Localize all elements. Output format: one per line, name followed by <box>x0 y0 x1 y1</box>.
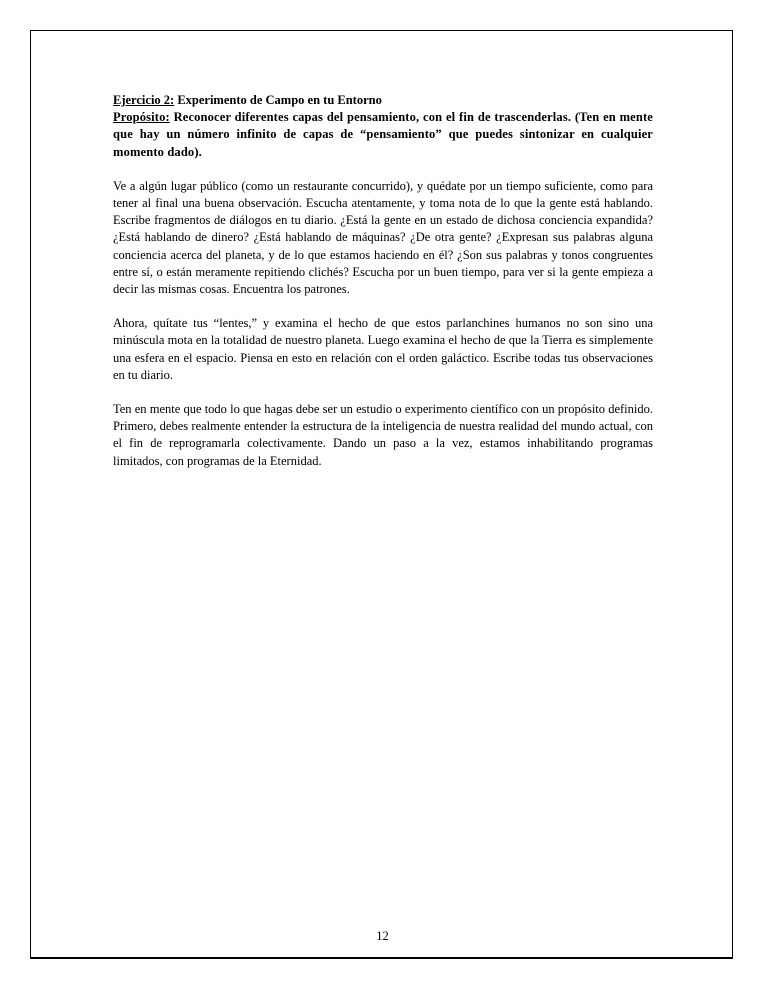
page-number: 12 <box>376 929 389 943</box>
purpose-text: Reconocer diferentes capas del pensamiento, con el fin de trascenderlas. (Ten en mente que hay un número infinito de capas de “pensamiento” que puedes sintonizar en cualquier momento dado). <box>113 110 653 159</box>
paragraph-purpose: Ten en mente que todo lo que hagas debe ser un estudio o experimento científico con un propósito definido. Primero, debes realmente entender la estructura de la inteligencia de nuestra realidad del mundo actual, con el fin de reprogramarla colectivamente. Dando un paso a la vez, estamos inhabilitando programas limitados, con programas de la Eternidad. <box>113 402 653 468</box>
purpose-label: Propósito: <box>113 110 170 125</box>
document-body <box>113 92 653 470</box>
purpose-statement <box>113 109 653 161</box>
exercise-heading <box>113 92 653 109</box>
page-frame <box>30 30 733 958</box>
exercise-title: Experimento de Campo en tu Entorno <box>174 93 382 107</box>
paragraph-perspective: Ahora, quítate tus “lentes,” y examina el hecho de que estos parlanchines humanos no son sino una minúscula mota en la totalidad de nuestro planeta. Luego examina el hecho de que la Tierra es simplemente una esfera en el espacio. Piensa en esto en relación con el orden galáctico. Escribe todas tus observaciones en tu diario. <box>113 316 653 382</box>
paragraph-observation: Ve a algún lugar público (como un restaurante concurrido), y quédate por un tiempo suficiente, como para tener al final una buena observación. Escucha atentamente, y toma nota de lo que la gente está hablando. Escribe fragmentos de diálogos en tu diario. ¿Está la gente en un estado de dichosa conciencia expandida? ¿Está hablando de dinero? ¿Está hablando de máquinas? ¿De otra gente? ¿Expresan sus palabras alguna conciencia acerca del planeta, y de lo que estamos haciendo en él? ¿Son sus palabras y tonos congruentes entre sí, o están meramente repitiendo clichés? Escucha por un buen tiempo, para ver si la gente empieza a decir las mismas cosas. Encuentra los patrones. <box>113 178 653 297</box>
exercise-label: Ejercicio 2: <box>113 93 175 107</box>
